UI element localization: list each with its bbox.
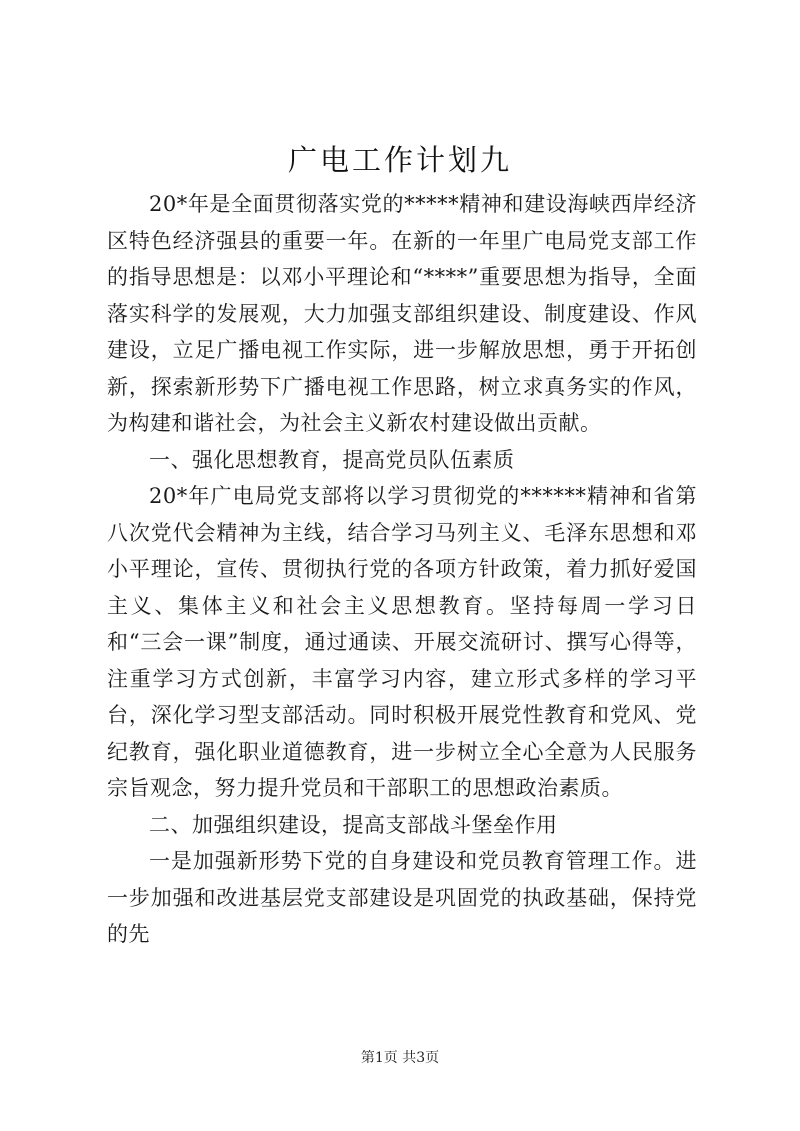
paragraph-intro: 20*年是全面贯彻落实党的*****精神和建设海峡西岸经济区特色经济强县的重要一年。在新的一年里广电局党支部工作的指导思想是：以邓小平理论和“****”重要思想为指导，全面落实科学的发展观，大力加强支部组织建设、制度建设、作风建设，立足广播电视工作实际，进一步解放思想，勇于开拓创新，探索新形势下广播电视工作思路，树立求真务实的作风，为构建和谐社会，为社会主义新农村建设做出贡献。 xyxy=(107,192,697,435)
document-body xyxy=(107,186,697,953)
section-heading-2: 二、加强组织建设，提高支部战斗堡垒作用 xyxy=(149,812,558,837)
paragraph-section-1: 20*年广电局党支部将以学习贯彻党的******精神和省第八次党代会精神为主线，结合学习马列主义、毛泽东思想和邓小平理论，宣传、贯彻执行党的各项方针政策，着力抓好爱国主义、集体主义和社会主义思想教育。坚持每周一学习日和“三会一课”制度，通过通读、开展交流研讨、撰写心得等，注重学习方式创新，丰富学习内容，建立形式多样的学习平台，深化学习型支部活动。同时积极开展党性教育和党风、党纪教育，强化职业道德教育，进一步树立全心全意为人民服务宗旨观念，努力提升党员和干部职工的思想政治素质。 xyxy=(107,484,697,800)
section-heading-1: 一、强化思想教育，提高党员队伍素质 xyxy=(149,447,515,472)
paragraph-section-2: 一是加强新形势下党的自身建设和党员教育管理工作。进一步加强和改进基层党支部建设是巩固党的执政基础，保持党的先 xyxy=(107,849,697,946)
document-title: 广电工作计划九 xyxy=(287,143,512,177)
page-footer: 第1页 共3页 xyxy=(360,1050,440,1066)
